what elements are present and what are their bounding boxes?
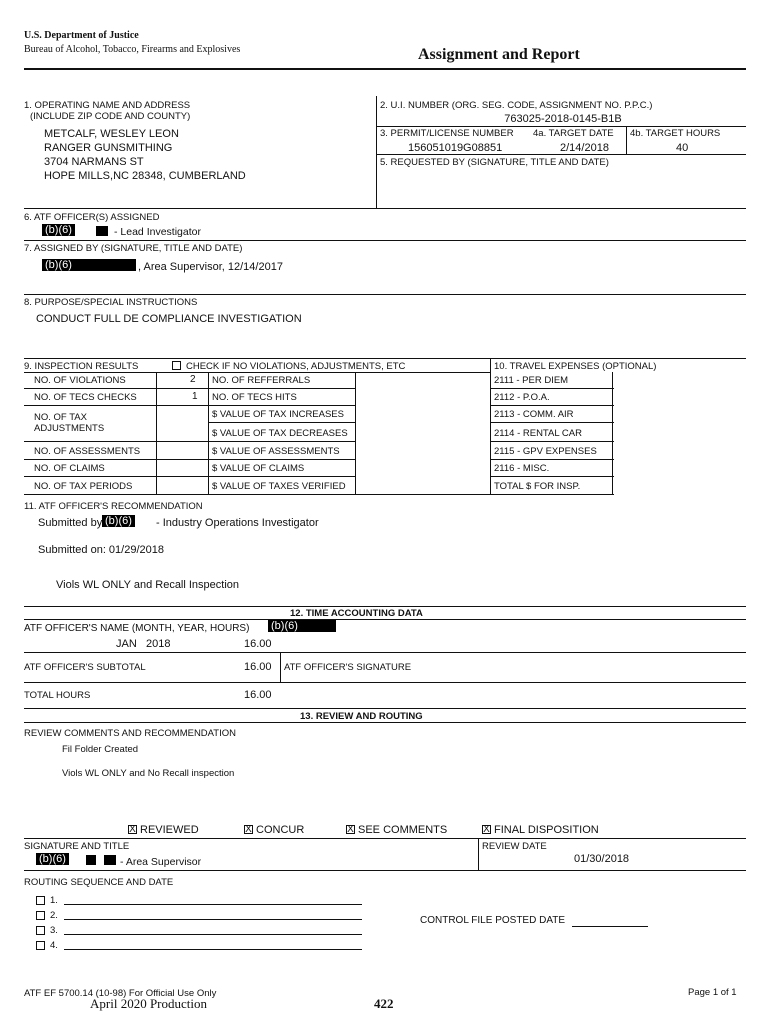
line xyxy=(24,405,355,406)
page-number: Page 1 of 1 xyxy=(688,987,737,998)
no-violations-checkbox[interactable] xyxy=(172,361,181,370)
line xyxy=(24,358,746,359)
line xyxy=(626,126,627,154)
investigator-role: - Industry Operations Investigator xyxy=(156,517,319,529)
control-file-date-line xyxy=(572,926,648,927)
line xyxy=(490,459,614,460)
lead-investigator-role: - Lead Investigator xyxy=(114,226,201,238)
line xyxy=(64,949,362,950)
licensee-name: METCALF, WESLEY LEON xyxy=(44,128,179,140)
purpose-value: CONDUCT FULL DE COMPLIANCE INVESTIGATION xyxy=(36,313,302,325)
routing-sequence-label: ROUTING SEQUENCE AND DATE xyxy=(24,877,174,888)
reviewed-label: REVIEWED xyxy=(140,824,199,836)
review-comment-2: Viols WL ONLY and No Recall inspection xyxy=(62,768,235,779)
routing-checkbox-4[interactable] xyxy=(36,941,45,950)
line xyxy=(24,441,355,442)
line xyxy=(24,838,746,839)
line xyxy=(490,422,614,423)
value-assessments-label: $ VALUE OF ASSESSMENTS xyxy=(212,446,340,457)
redaction-officer: (b)(6) xyxy=(42,224,75,236)
line xyxy=(24,606,746,607)
bates-number: 422 xyxy=(374,996,394,1011)
operating-name-label: 1. OPERATING NAME AND ADDRESS xyxy=(24,100,191,111)
final-disposition-checkbox[interactable]: X xyxy=(483,824,490,835)
production-stamp: April 2020 Production xyxy=(90,996,207,1011)
travel-item: 2113 - COMM. AIR xyxy=(494,409,574,420)
sec1-divider xyxy=(376,96,377,208)
line xyxy=(24,619,746,620)
reviewed-checkbox[interactable]: X xyxy=(129,824,136,835)
line xyxy=(24,494,614,495)
line xyxy=(24,476,355,477)
officer-name-label: ATF OFFICER'S NAME (MONTH, YEAR, HOURS) xyxy=(24,623,250,634)
routing-checkbox-2[interactable] xyxy=(36,911,45,920)
review-comments-label: REVIEW COMMENTS AND RECOMMENDATION xyxy=(24,728,236,739)
permit-number-label: 3. PERMIT/LICENSE NUMBER xyxy=(380,128,514,139)
review-date-label: REVIEW DATE xyxy=(482,841,547,852)
recommendation-note: Viols WL ONLY and Recall Inspection xyxy=(56,579,240,591)
department-name: U.S. Department of Justice xyxy=(24,30,139,41)
target-hours-label: 4b. TARGET HOURS xyxy=(630,128,721,139)
line xyxy=(490,441,614,442)
total-hours-value: 16.00 xyxy=(244,689,272,701)
routing-checkbox-1[interactable] xyxy=(36,896,45,905)
travel-total-label: TOTAL $ FOR INSP. xyxy=(494,481,581,492)
violations-count: 2 xyxy=(190,374,196,385)
line xyxy=(24,722,746,723)
review-comment-1: Fil Folder Created xyxy=(62,744,139,755)
form-title: Assignment and Report xyxy=(418,46,580,63)
routing-number: 2. xyxy=(50,910,58,921)
line xyxy=(24,682,746,683)
officer-signature-label: ATF OFFICER'S SIGNATURE xyxy=(284,662,412,673)
line xyxy=(208,422,355,423)
line xyxy=(64,934,362,935)
time-hours: 16.00 xyxy=(244,638,272,650)
see-comments-checkbox[interactable]: X xyxy=(347,824,354,835)
signature-title-label: SIGNATURE AND TITLE xyxy=(24,841,130,852)
form-number: ATF EF 5700.14 (10-98) For Official Use Only xyxy=(24,988,217,999)
control-file-label: CONTROL FILE POSTED DATE xyxy=(420,915,566,926)
line xyxy=(490,358,491,494)
operating-name-sublabel: (INCLUDE ZIP CODE AND COUNTY) xyxy=(30,111,191,122)
redaction-supervisor: (b)(6) xyxy=(42,259,136,271)
see-comments-label: SEE COMMENTS xyxy=(358,824,448,836)
line xyxy=(24,870,746,871)
line xyxy=(24,208,746,209)
purpose-label: 8. PURPOSE/SPECIAL INSTRUCTIONS xyxy=(24,297,198,308)
concur-checkbox[interactable]: X xyxy=(245,824,252,835)
subtotal-value: 16.00 xyxy=(244,661,272,673)
final-disposition-label: FINAL DISPOSITION xyxy=(494,824,599,836)
city-state-zip: HOPE MILLS,NC 28348, CUMBERLAND xyxy=(44,170,246,182)
submitted-on: Submitted on: 01/29/2018 xyxy=(38,544,164,556)
tecs-hits-label: NO. OF TECS HITS xyxy=(212,392,297,403)
redaction-investigator: (b)(6) xyxy=(102,515,135,527)
ui-number-label: 2. U.I. NUMBER (ORG. SEG. CODE, ASSIGNMENT NO. P.P.C.) xyxy=(380,100,653,111)
target-hours: 40 xyxy=(676,142,689,154)
no-violations-label: CHECK IF NO VIOLATIONS, ADJUSTMENTS, ETC xyxy=(186,361,406,372)
inspection-results-label: 9. INSPECTION RESULTS xyxy=(24,361,139,372)
value-claims-label: $ VALUE OF CLAIMS xyxy=(212,463,305,474)
line xyxy=(24,388,355,389)
line xyxy=(490,476,614,477)
officers-assigned-label: 6. ATF OFFICER(S) ASSIGNED xyxy=(24,212,160,223)
line xyxy=(478,838,479,870)
value-taxes-verified-label: $ VALUE OF TAXES VERIFIED xyxy=(212,481,346,492)
target-date-label: 4a. TARGET DATE xyxy=(533,128,614,139)
assigned-by-label: 7. ASSIGNED BY (SIGNATURE, TITLE AND DATE) xyxy=(24,243,243,254)
tax-increases-label: $ VALUE OF TAX INCREASES xyxy=(212,409,344,420)
street-address: 3704 NARMANS ST xyxy=(44,156,144,168)
travel-expenses-label: 10. TRAVEL EXPENSES (OPTIONAL) xyxy=(494,361,657,372)
reviewer-role: - Area Supervisor xyxy=(120,856,202,868)
line xyxy=(376,154,746,155)
assessments-label: NO. OF ASSESSMENTS xyxy=(34,446,141,457)
redaction-reviewer: (b)(6) xyxy=(36,853,69,865)
redaction-officer-name: (b)(6) xyxy=(268,620,336,632)
permit-number: 156051019G08851 xyxy=(408,142,503,154)
line xyxy=(24,372,490,373)
tecs-checks-count: 1 xyxy=(192,391,198,402)
travel-item: 2115 - GPV EXPENSES xyxy=(494,446,597,457)
assigned-by-value: , Area Supervisor, 12/14/2017 xyxy=(138,261,283,273)
routing-number: 1. xyxy=(50,895,58,906)
review-date: 01/30/2018 xyxy=(574,853,630,865)
tax-adjustments-label-2: ADJUSTMENTS xyxy=(34,423,105,434)
claims-label: NO. OF CLAIMS xyxy=(34,463,105,474)
time-accounting-title: 12. TIME ACCOUNTING DATA xyxy=(290,608,423,619)
line xyxy=(490,388,614,389)
line xyxy=(24,240,746,241)
redaction-block xyxy=(86,855,96,865)
header-divider xyxy=(24,68,746,70)
concur-label: CONCUR xyxy=(256,824,305,836)
line xyxy=(490,405,614,406)
travel-item: 2112 - P.O.A. xyxy=(494,392,550,403)
line xyxy=(24,294,746,295)
bureau-name: Bureau of Alcohol, Tobacco, Firearms and Explosives xyxy=(24,44,241,55)
travel-item: 2111 - PER DIEM xyxy=(494,375,569,386)
time-month: JAN xyxy=(116,638,137,650)
target-date: 2/14/2018 xyxy=(560,142,609,154)
tax-periods-label: NO. OF TAX PERIODS xyxy=(34,481,133,492)
routing-number: 4. xyxy=(50,940,58,951)
line xyxy=(24,459,355,460)
review-routing-title: 13. REVIEW AND ROUTING xyxy=(300,711,423,722)
time-year: 2018 xyxy=(146,638,171,650)
routing-checkbox-3[interactable] xyxy=(36,926,45,935)
line xyxy=(355,372,356,494)
redaction-block xyxy=(96,226,108,236)
requested-by-label: 5. REQUESTED BY (SIGNATURE, TITLE AND DATE) xyxy=(380,157,609,168)
business-name: RANGER GUNSMITHING xyxy=(44,142,173,154)
referrals-label: NO. OF REFFERRALS xyxy=(212,375,311,386)
line xyxy=(24,652,746,653)
violations-label: NO. OF VIOLATIONS xyxy=(34,375,126,386)
travel-item: 2116 - MISC. xyxy=(494,463,550,474)
submitted-by-label: Submitted by xyxy=(38,517,103,529)
ui-number: 763025-2018-0145-B1B xyxy=(504,113,622,125)
subtotal-label: ATF OFFICER'S SUBTOTAL xyxy=(24,662,146,673)
recommendation-label: 11. ATF OFFICER'S RECOMMENDATION xyxy=(24,501,203,512)
travel-item: 2114 - RENTAL CAR xyxy=(494,428,582,439)
line xyxy=(64,904,362,905)
line xyxy=(64,919,362,920)
redaction-block xyxy=(104,855,116,865)
tax-decreases-label: $ VALUE OF TAX DECREASES xyxy=(212,428,348,439)
total-hours-label: TOTAL HOURS xyxy=(24,690,91,701)
line xyxy=(24,708,746,709)
line xyxy=(376,126,746,127)
routing-number: 3. xyxy=(50,925,58,936)
tecs-checks-label: NO. OF TECS CHECKS xyxy=(34,392,137,403)
line xyxy=(280,652,281,682)
tax-adjustments-label: NO. OF TAX xyxy=(34,412,87,423)
